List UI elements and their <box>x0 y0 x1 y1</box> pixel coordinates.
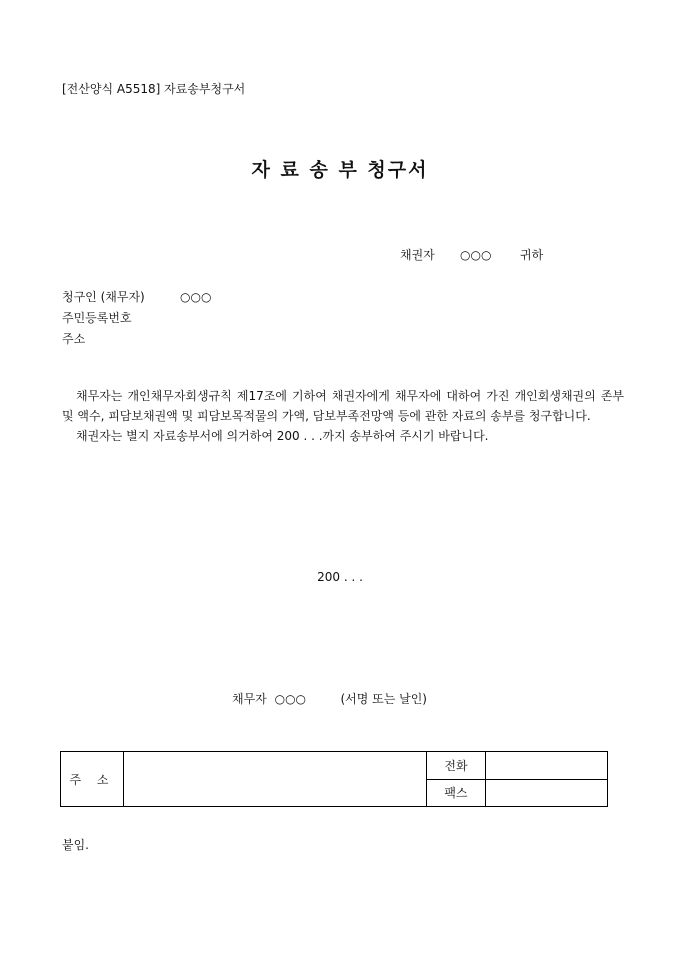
addressee-name: ○○○ <box>460 248 492 262</box>
form-id: [전산양식 A5518] 자료송부청구서 <box>62 82 246 96</box>
fax-cell-label: 팩스 <box>427 779 486 807</box>
body-paragraph-2: 채권자는 별지 자료송부서에 의거하여 200 . . .까지 송부하여 주시기 바랍니다. <box>76 429 489 443</box>
contact-table <box>60 751 608 807</box>
signature-note: (서명 또는 날인) <box>340 692 427 706</box>
claimant-label: 청구인 (채무자) <box>62 290 145 304</box>
fax-cell-value[interactable] <box>486 779 608 807</box>
address-cell-value[interactable] <box>124 752 427 807</box>
signature-role: 채무자 <box>232 692 267 706</box>
body-paragraph-1: 채무자는 개인채무자회생규칙 제17조에 기하여 채권자에게 채무자에 대하여 가진 개인회생채권의 존부 및 액수, 피담보채권액 및 피담보목적물의 가액, 담보부족전망액 등에 관한 자료의 송부를 청구합니다. <box>62 389 624 423</box>
document-date: 200 . . . <box>317 570 363 584</box>
signature-name: ○○○ <box>274 692 307 706</box>
attachment-label: 붙임. <box>62 838 89 852</box>
phone-cell-value[interactable] <box>486 752 608 780</box>
addressee-honorific: 귀하 <box>520 248 544 262</box>
address-cell-label: 주 소 <box>61 752 124 807</box>
address-label: 주소 <box>62 332 86 346</box>
addressee-role: 채권자 <box>400 248 435 262</box>
claimant-line <box>62 288 211 305</box>
signature-line <box>232 690 427 707</box>
claimant-name: ○○○ <box>180 290 212 304</box>
phone-cell-label: 전화 <box>427 752 486 780</box>
rrn-label: 주민등록번호 <box>62 311 132 325</box>
request-body <box>62 386 624 446</box>
addressee-line <box>400 246 543 263</box>
document-title: 자 료 송 부 청구서 <box>251 159 429 181</box>
